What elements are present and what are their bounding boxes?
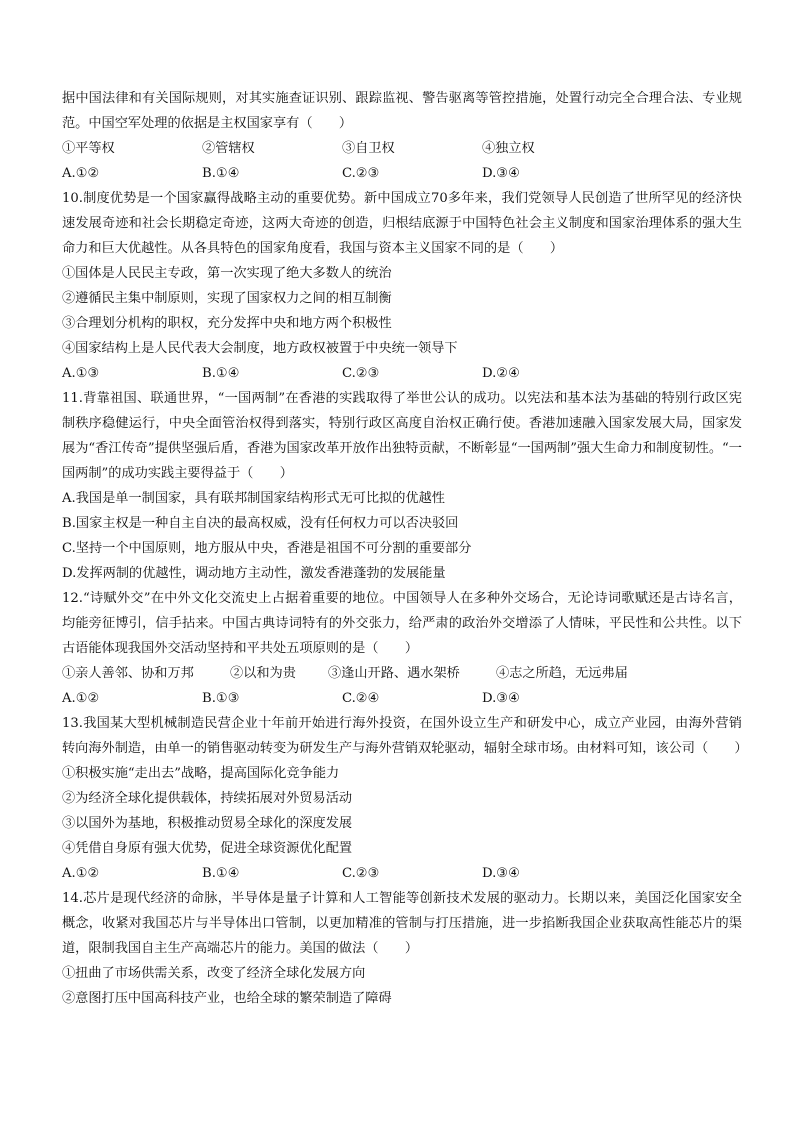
q13-option-d: D.③④ (482, 866, 520, 881)
q11-choice-c: C.坚持一个中国原则，地方服从中央，香港是祖国不可分割的重要部分 (62, 541, 472, 556)
q12-option-b: B.①③ (202, 691, 240, 706)
q9-option-d: D.③④ (482, 166, 520, 181)
q11-stem: 11.背靠祖国、联通世界，“一国两制”在香港的实践取得了举世公认的成功。以宪法和基本法为基础的特别行政区宪制秩序稳健运行，中央全面管治权得到落实，特别行政区高度自治权正确行使。香港加速融入国家发展大局，国家发展为“香江传奇”提供坚强后盾，香港为国家改革开放作出独特贡献，不断彰显“一国两制”强大生命力和制度韧性。“一国两制”的成功实践主要得益于（ ） (62, 391, 742, 481)
q10-option-c: C.②③ (342, 366, 380, 381)
q9-option-a: A.①② (62, 166, 100, 181)
q11-choice-a: A.我国是单一制国家，具有联邦制国家结构形式无可比拟的优越性 (62, 491, 445, 506)
q10-statement-3: ③合理划分机构的职权，充分发挥中央和地方两个积极性 (62, 316, 392, 331)
q10-stem: 10.制度优势是一个国家赢得战略主动的重要优势。新中国成立70多年来，我们党领导人民创造了世所罕见的经济快速发展奇迹和社会长期稳定奇迹，这两大奇迹的创造，归根结底源于中国特色社会主义制度和国家治理体系的强大生命力和巨大优越性。从各具特色的国家角度看，我国与资本主义国家不同的是（ ） (62, 191, 742, 256)
q14-stem: 14.芯片是现代经济的命脉，半导体是量子计算和人工智能等创新技术发展的驱动力。长期以来，美国泛化国家安全概念，收紧对我国芯片与半导体出口管制，以更加精准的管制与打压措施，进一步掐断我国企业获取高性能芯片的渠道，限制我国自主生产高端芯片的能力。美国的做法（ ） (62, 891, 742, 956)
q12-statement-3: ③逢山开路、遇水架桥 (328, 666, 460, 681)
q12-stem: 12.“诗赋外交”在中外文化交流史上占据着重要的地位。中国领导人在多种外交场合，无论诗词歌赋还是古诗名言，均能旁征博引，信手拈来。中国古典诗词特有的外交张力，给严肃的政治外交增添了人情味，平民性和公共性。以下古语能体现我国外交活动坚持和平共处五项原则的是（ ） (62, 591, 742, 656)
q13-option-b: B.①④ (202, 866, 240, 881)
q10-statement-1: ①国体是人民民主专政，第一次实现了绝大多数人的统治 (62, 266, 392, 281)
q12-option-a: A.①② (62, 691, 100, 706)
q10-option-a: A.①③ (62, 366, 100, 381)
q9-statement-2: ②管辖权 (202, 141, 255, 156)
q14-statement-1: ①扭曲了市场供需关系，改变了经济全球化发展方向 (62, 966, 366, 981)
q9-statement-3: ③自卫权 (342, 141, 395, 156)
q12-statement-4: ④志之所趋，无远弗届 (496, 666, 628, 681)
q9-stem-continuation: 据中国法律和有关国际规则，对其实施查证识别、跟踪监视、警告驱离等管控措施，处置行动完全合理合法、专业规范。中国空军处理的依据是主权国家享有（ ） (62, 91, 742, 131)
q13-statement-4: ④凭借自身原有强大优势，促进全球资源优化配置 (62, 841, 353, 856)
q9-statement-1: ①平等权 (62, 141, 115, 156)
q9-option-c: C.②③ (342, 166, 380, 181)
q11-choice-b: B.国家主权是一种自主自决的最高权威，没有任何权力可以否决驳回 (62, 516, 459, 531)
q13-stem: 13.我国某大型机械制造民营企业十年前开始进行海外投资，在国外设立生产和研发中心，成立产业园，由海外营销转向海外制造，由单一的销售驱动转变为研发生产与海外营销双轮驱动，辐射全球市场。由材料可知，该公司（ ） (62, 716, 748, 756)
q9-statement-4: ④独立权 (482, 141, 535, 156)
q9-options (62, 161, 742, 186)
q13-options (62, 861, 742, 886)
q9-option-b: B.①④ (202, 166, 240, 181)
q10-option-b: B.①④ (202, 366, 240, 381)
q10-statement-4: ④国家结构上是人民代表大会制度，地方政权被置于中央统一领导下 (62, 341, 458, 356)
q10-options (62, 361, 742, 386)
q10-option-d: D.②④ (482, 366, 520, 381)
q12-option-c: C.②④ (342, 691, 380, 706)
exam-page (62, 86, 748, 1011)
q12-statements (62, 661, 742, 686)
q12-statement-1: ①亲人善邻、协和万邦 (62, 666, 194, 681)
q12-option-d: D.③④ (482, 691, 520, 706)
q9-statements (62, 136, 742, 161)
q13-option-a: A.①② (62, 866, 100, 881)
q13-statement-1: ①积极实施“走出去”战略，提高国际化竞争能力 (62, 766, 340, 781)
q12-options (62, 686, 742, 711)
q10-statement-2: ②遵循民主集中制原则，实现了国家权力之间的相互制衡 (62, 291, 392, 306)
q13-statement-3: ③以国外为基地，积极推动贸易全球化的深度发展 (62, 816, 353, 831)
q11-choice-d: D.发挥两制的优越性，调动地方主动性，激发香港蓬勃的发展能量 (62, 566, 446, 581)
q13-option-c: C.②③ (342, 866, 380, 881)
q13-statement-2: ②为经济全球化提供载体，持续拓展对外贸易活动 (62, 791, 353, 806)
q14-statement-2: ②意图打压中国高科技产业，也给全球的繁荣制造了障碍 (62, 991, 392, 1006)
q12-statement-2: ②以和为贵 (230, 666, 296, 681)
